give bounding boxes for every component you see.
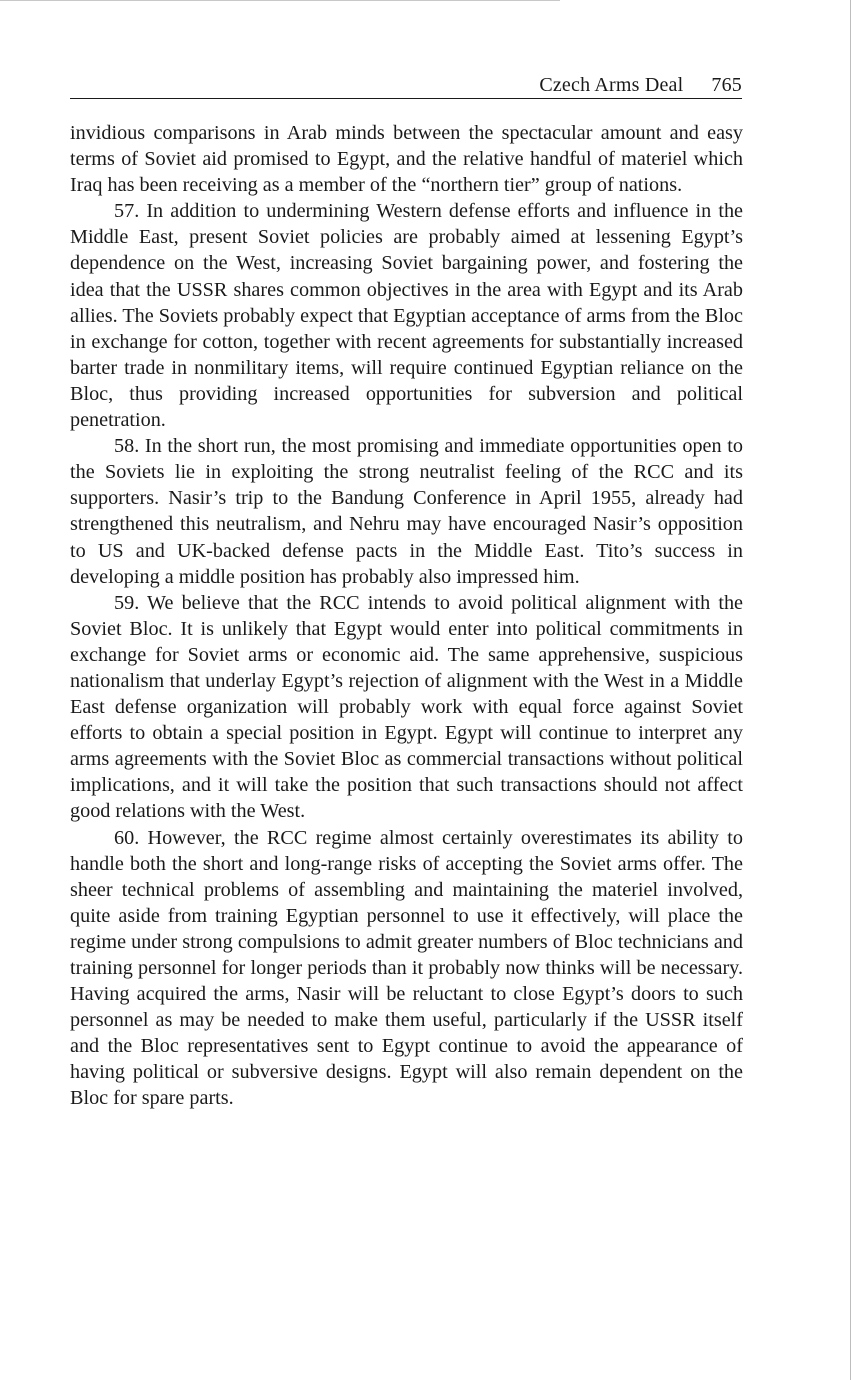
running-header <box>70 74 742 99</box>
paragraph-continued: invidious comparisons in Arab minds between the spectacular amount and easy terms of Soviet aid promised to Egypt, and the relative handful of materiel which Iraq has been receiving as a member of the “northern tier” group of nations. <box>70 122 743 197</box>
document-body <box>70 120 743 1112</box>
paragraph-60: 60. However, the RCC regime almost certainly overestimates its ability to handle both the short and long-range risks of accepting the Soviet arms offer. The sheer technical problems of assembling and maintaining the materiel involved, quite aside from training Egyptian personnel to use it effectively, will place the regime under strong compulsions to admit greater numbers of Bloc technicians and training personnel for longer periods than it probably now thinks will be necessary. Having acquired the arms, Nasir will be reluctant to close Egypt’s doors to such personnel as may be needed to make them useful, particularly if the USSR itself and the Bloc representatives sent to Egypt continue to avoid the appearance of having political or subversive designs. Egypt will also remain dependent on the Bloc for spare parts. <box>70 826 743 1110</box>
paragraph-59: 59. We believe that the RCC intends to avoid political alignment with the Soviet Bloc. It is unlikely that Egypt would enter into political commitments in exchange for Soviet arms or economic aid. The same apprehensive, suspicious nationalism that underlay Egypt’s rejection of alignment with the West in a Middle East defense organization will probably work with equal force against Soviet efforts to obtain a special position in Egypt. Egypt will continue to interpret any arms agreements with the Soviet Bloc as commercial transactions without political implications, and it will take the position that such transactions should not affect good relations with the West. <box>70 591 743 823</box>
paragraph-57: 57. In addition to undermining Western defense efforts and influence in the Middle East, present Soviet policies are probably aimed at lessening Egypt’s dependence on the West, increasing Soviet bargaining power, and fostering the idea that the USSR shares common objectives in the area with Egypt and its Arab allies. The Soviets probably expect that Egyptian acceptance of arms from the Bloc in exchange for cotton, together with recent agreements for substantially increased barter trade in nonmilitary items, will require continued Egyptian reliance on the Bloc, thus providing increased opportunities for subversion and political penetration. <box>70 200 743 432</box>
page-number: 765 <box>711 74 742 96</box>
scan-top-edge <box>0 0 560 1</box>
paragraph-58: 58. In the short run, the most promising and immediate opportunities open to the Soviets lie in exploiting the strong neutralist feeling of the RCC and its supporters. Nasir’s trip to the Bandung Conference in April 1955, already had strengthened this neutralism, and Nehru may have encouraged Nasir’s opposition to US and UK-backed defense pacts in the Middle East. Tito’s success in developing a middle position has probably also impressed him. <box>70 435 743 588</box>
running-title: Czech Arms Deal <box>539 74 684 96</box>
scan-right-edge <box>850 0 851 1380</box>
